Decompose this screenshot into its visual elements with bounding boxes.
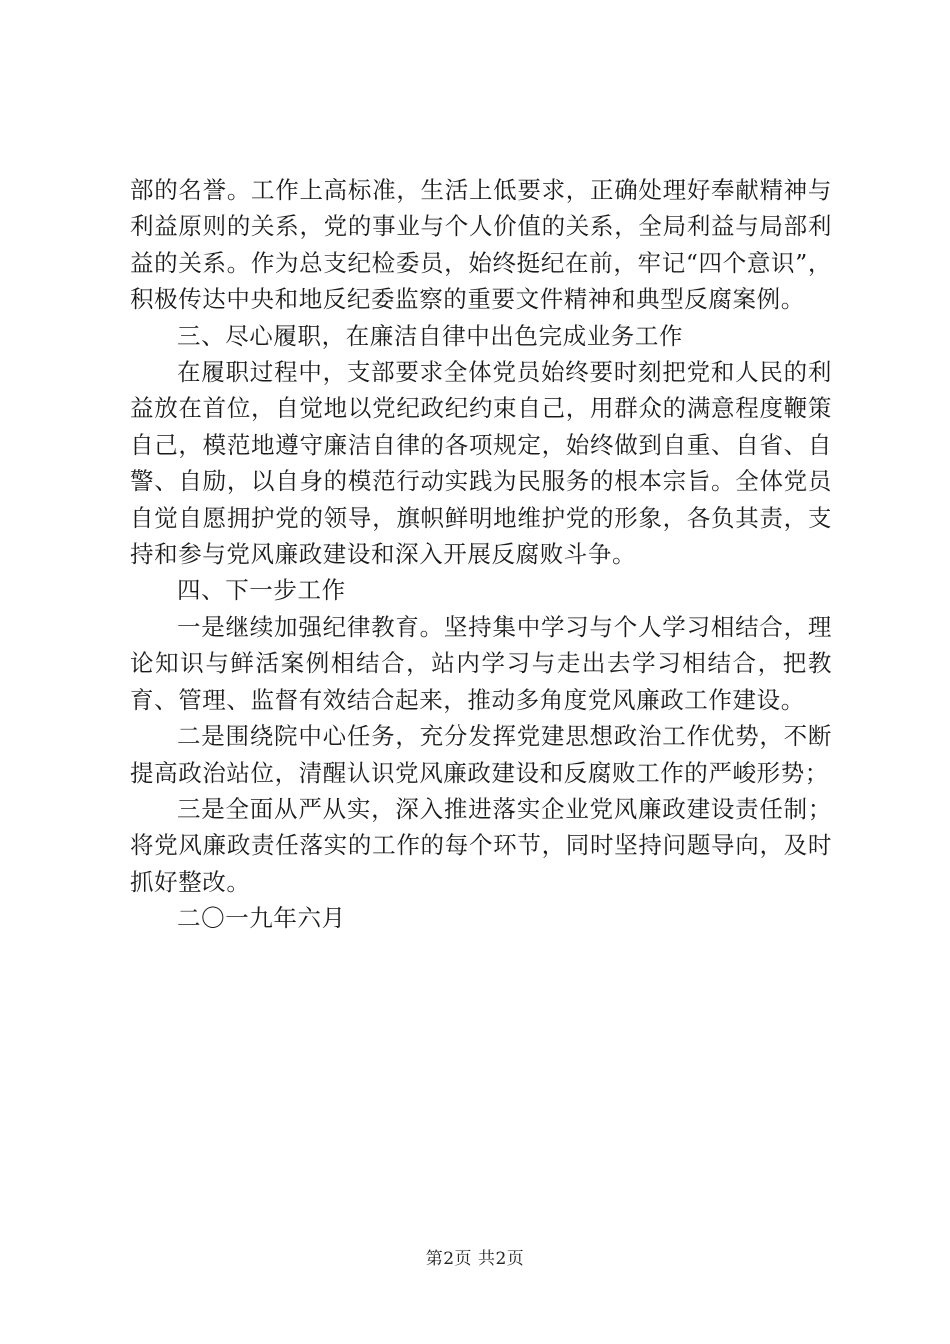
paragraph-next-step-one: 一是继续加强纪律教育。坚持集中学习与个人学习相结合，理论知识与鲜活案例相结合，站内学习与走出去学习相结合，把教育、管理、监督有效结合起来，推动多角度党风廉政工作建设。 bbox=[130, 612, 832, 714]
page-number-footer: 第2页 共2页 bbox=[425, 1249, 525, 1269]
paragraph-next-step-three: 三是全面从严从实，深入推进落实企业党风廉政建设责任制；将党风廉政责任落实的工作的每个环节，同时坚持问题导向，及时抓好整改。 bbox=[130, 794, 832, 896]
section-heading-four: 四、下一步工作 bbox=[177, 576, 346, 605]
paragraph-next-step-two: 二是围绕院中心任务，充分发挥党建思想政治工作优势，不断提高政治站位，清醒认识党风廉政建设和反腐败工作的严峻形势； bbox=[130, 722, 832, 787]
paragraph-continuation: 部的名誉。工作上高标准，生活上低要求，正确处理好奉献精神与利益原则的关系，党的事业与个人价值的关系，全局利益与局部利益的关系。作为总支纪检委员，始终挺纪在前，牢记“四个意识”，积极传达中央和地反纪委监察的重要文件精神和典型反腐案例。 bbox=[130, 176, 832, 314]
document-body bbox=[130, 172, 832, 937]
paragraph-duty-performance: 在履职过程中，支部要求全体党员始终要时刻把党和人民的利益放在首位，自觉地以党纪政纪约束自己，用群众的满意程度鞭策自己，模范地遵守廉洁自律的各项规定，始终做到自重、自省、自警、自励，以自身的模范行动实践为民服务的根本宗旨。全体党员自觉自愿拥护党的领导，旗帜鲜明地维护党的形象，各负其责，支持和参与党风廉政建设和深入开展反腐败斗争。 bbox=[130, 358, 832, 569]
section-heading-three: 三、尽心履职，在廉洁自律中出色完成业务工作 bbox=[177, 321, 684, 350]
document-date: 二〇一九年六月 bbox=[177, 904, 346, 933]
